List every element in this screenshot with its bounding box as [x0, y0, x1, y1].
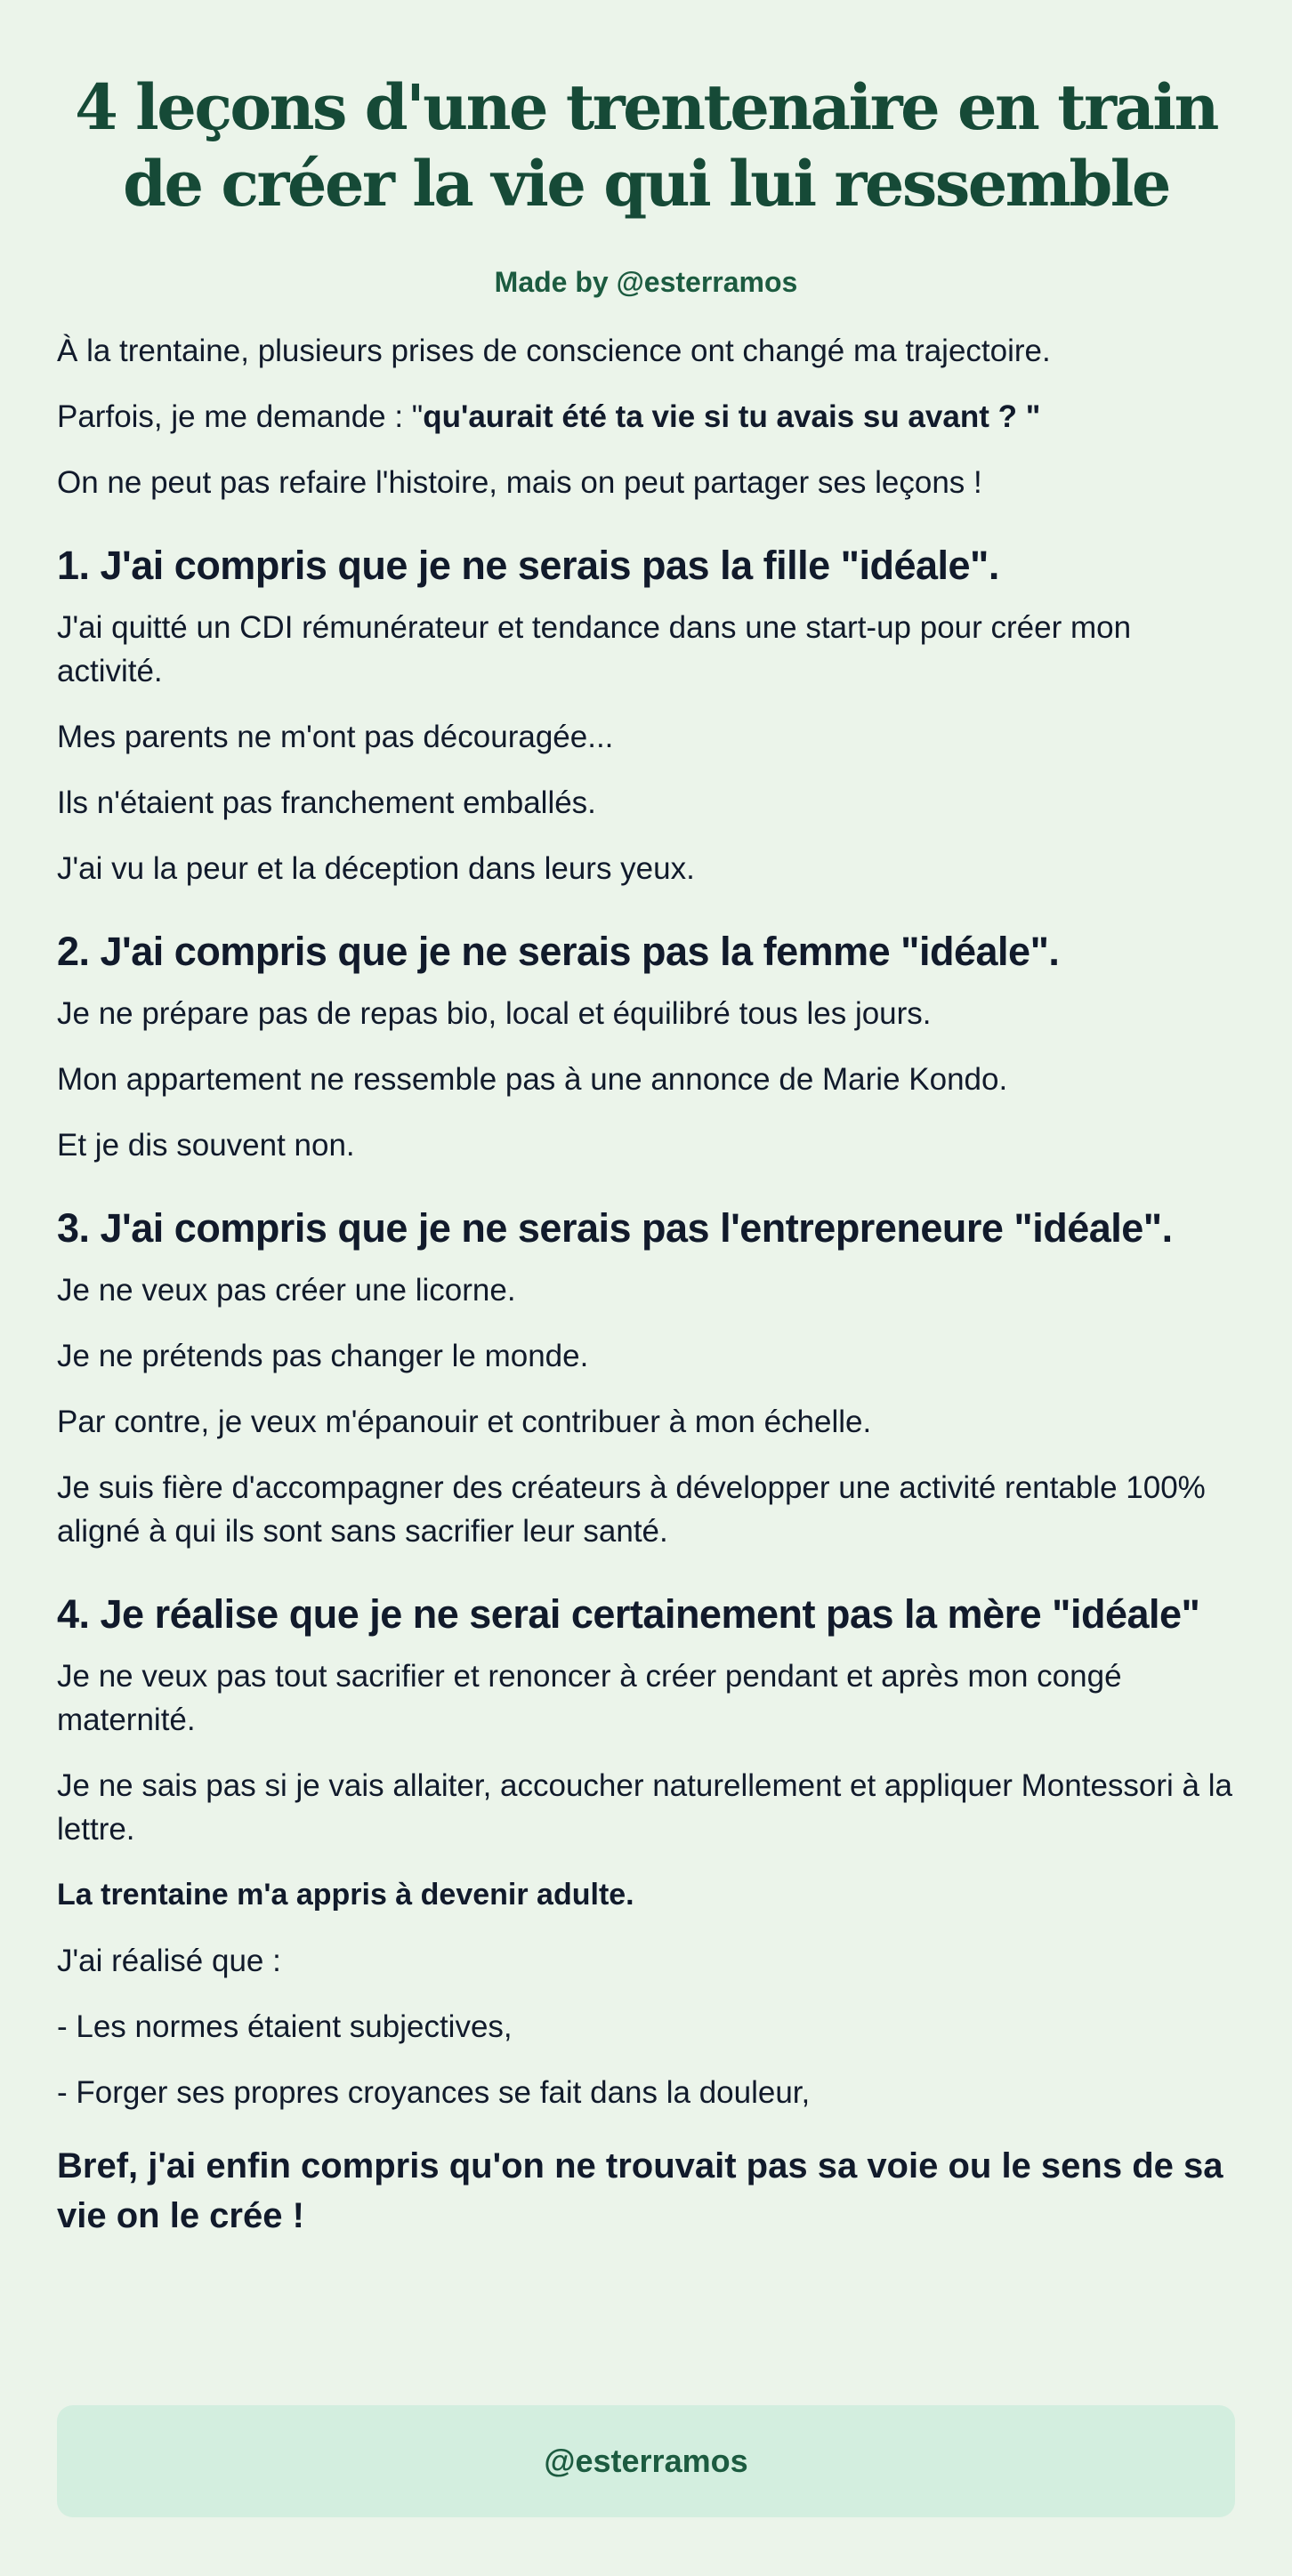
page-title: 4 leçons d'une trentenaire en train de créer la vie qui lui ressemble — [75, 70, 1217, 221]
closing-final-statement: Bref, j'ai enfin compris qu'on ne trouvait pas sa voie ou le sens de sa vie on le crée ! — [57, 2146, 1223, 2235]
section-2-paragraph: Et je dis souvent non. — [57, 1128, 355, 1163]
section-1-heading: 1. J'ai compris que je ne serais pas la fille "idéale". — [57, 543, 999, 588]
post-content — [57, 329, 1235, 2241]
closing-list-item: - Les normes étaient subjectives, — [57, 2009, 513, 2044]
section-1-paragraph: Ils n'étaient pas franchement emballés. — [57, 785, 596, 820]
closing-list-item: - Forger ses propres croyances se fait dans la douleur, — [57, 2075, 811, 2110]
intro-line-2 — [57, 395, 1235, 439]
section-1-paragraph: J'ai quitté un CDI rémunérateur et tendance dans une start-up pour créer mon activité. — [57, 610, 1132, 688]
section-3-paragraph: Par contre, je veux m'épanouir et contribuer à mon échelle. — [57, 1405, 872, 1439]
footer-handle-banner — [57, 2405, 1235, 2517]
section-3-paragraph: Je suis fière d'accompagner des créateurs à développer une activité rentable 100% aligné à qui ils sont sans sacrifier leur santé. — [57, 1470, 1206, 1549]
section-2-paragraph: Je ne prépare pas de repas bio, local et équilibré tous les jours. — [57, 996, 932, 1031]
section-4-paragraph: Je ne sais pas si je vais allaiter, accoucher naturellement et appliquer Montessori à la lettre. — [57, 1768, 1232, 1847]
section-1-paragraph: Mes parents ne m'ont pas découragée... — [57, 720, 614, 754]
section-2-heading: 2. J'ai compris que je ne serais pas la femme "idéale". — [57, 929, 1060, 974]
section-3-paragraph: Je ne prétends pas changer le monde. — [57, 1339, 589, 1373]
section-2-paragraph: Mon appartement ne ressemble pas à une annonce de Marie Kondo. — [57, 1062, 1008, 1097]
intro-line-2-prefix: Parfois, je me demande : " — [57, 399, 424, 434]
intro-line-3: On ne peut pas refaire l'histoire, mais on peut partager ses leçons ! — [57, 465, 982, 500]
closing-realized: J'ai réalisé que : — [57, 1944, 281, 1978]
section-1-paragraph: J'ai vu la peur et la déception dans leurs yeux. — [57, 851, 695, 886]
section-4-heading: 4. Je réalise que je ne serai certainement pas la mère "idéale" — [57, 1591, 1200, 1637]
intro-line-1: À la trentaine, plusieurs prises de conscience ont changé ma trajectoire. — [57, 334, 1051, 368]
section-3-paragraph: Je ne veux pas créer une licorne. — [57, 1273, 516, 1308]
intro-line-2-question: qu'aurait été ta vie si tu avais su avant ? " — [423, 399, 1041, 434]
byline: Made by @esterramos — [494, 266, 798, 298]
footer-handle: @esterramos — [544, 2443, 748, 2479]
section-3-heading: 3. J'ai compris que je ne serais pas l'entrepreneure "idéale". — [57, 1205, 1173, 1251]
closing-bold-statement: La trentaine m'a appris à devenir adulte. — [57, 1878, 634, 1912]
section-4-paragraph: Je ne veux pas tout sacrifier et renoncer à créer pendant et après mon congé maternité. — [57, 1659, 1122, 1737]
